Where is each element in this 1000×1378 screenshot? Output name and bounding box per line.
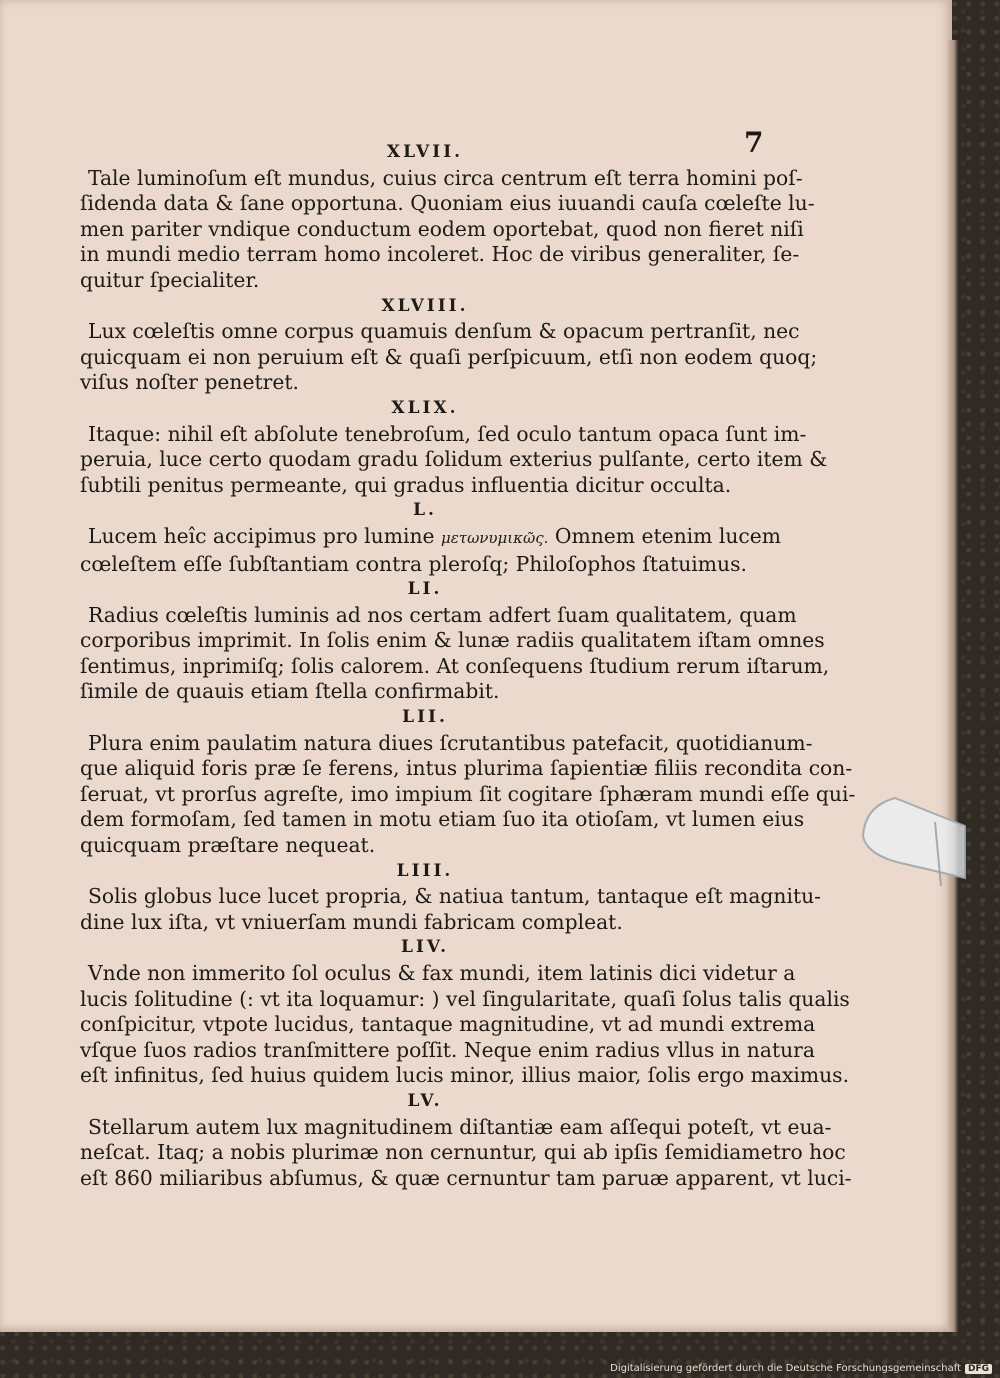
text-line: quitur ſpecialiter. — [80, 267, 260, 292]
text-line: Itaque: nihil eſt abſolute tenebroſum, ſed oculo tantum opaca ſunt im- — [88, 421, 807, 446]
page-edge — [948, 40, 958, 1332]
text-block — [80, 140, 856, 1191]
text-line: Vnde non immerito ſol oculus & fax mundi, item latinis dici videtur a — [88, 961, 796, 985]
text-line — [80, 523, 781, 552]
text-line: viſus noſter penetret. — [80, 370, 299, 395]
footer-text: Digitalisierung gefördert durch die Deutsche Forschungsgemeinschaft — [610, 1363, 961, 1374]
text-line: quicquam ei non peruium eſt & quaſi perſpicuum, etſi non eodem quoq; — [80, 344, 818, 369]
section-heading: LIV. — [400, 937, 450, 958]
digitization-footer — [610, 1363, 992, 1374]
text-run: Omnem etenim lucem — [548, 523, 781, 548]
text-line: Radius cœleſtis luminis ad nos certam adfert ſuam qualitatem, quam — [88, 602, 797, 627]
text-line: Solis globus luce lucet propria, & natiua tantum, tantaque eſt magnitu- — [88, 884, 822, 909]
text-line: conſpicitur, vtpote lucidus, tantaque magnitudine, vt ad mundi extrema — [80, 1012, 816, 1037]
text-line: ſidenda data & ſane opportuna. Quoniam eius iuuandi cauſa cœleſte lu- — [80, 191, 815, 216]
text-line: eſt infinitus, ſed huius quidem lucis minor, illius maior, ſolis ergo maximus. — [80, 1063, 850, 1088]
text-line: lucis ſolitudine (: vt ita loquamur: ) vel ſingularitate, quaſi ſolus talis qualis — [80, 986, 850, 1011]
section-paragraph — [80, 1114, 852, 1192]
text-line: in mundi medio terram homo incoleret. Hoc de viribus generaliter, ſe- — [80, 242, 800, 267]
text-line: ſeruat, vt prorſus agreſte, imo impium ſit cogitare ſphæram mundi eſſe qui- — [80, 781, 856, 806]
text-line: Tale luminoſum eſt mundus, cuius circa centrum eſt terra homini poſ- — [88, 165, 803, 190]
section-heading: LIII. — [396, 860, 454, 881]
text-line: que aliquid foris præ ſe ferens, intus plurima ſapientiæ filiis recondita con- — [80, 756, 853, 781]
dfg-logo: DFG — [965, 1364, 992, 1374]
text-line: corporibus imprimit. In ſolis enim & lunæ radiis qualitatem iſtam omnes — [80, 628, 825, 653]
text-line: quicquam præſtare nequeat. — [80, 833, 376, 858]
page-number: 7 — [744, 126, 764, 159]
text-line: dem formoſam, ſed tamen in motu etiam ſuo ita otioſam, vt lumen eius — [80, 807, 805, 832]
section-paragraph — [80, 523, 781, 577]
section-heading: L. — [413, 500, 437, 521]
text-line: vſque ſuos radios tranſmittere poſſit. Neque enim radius vllus in natura — [80, 1037, 815, 1062]
text-run: Lucem heîc accipimus pro lumine — [88, 523, 435, 548]
section-paragraph — [80, 165, 815, 294]
section-heading: LI. — [407, 579, 443, 600]
section-heading: LV. — [407, 1090, 443, 1111]
greek-word: μετωνυμικῶς. — [440, 528, 549, 547]
section-paragraph — [80, 884, 822, 935]
text-line: eſt 860 miliaribus abſumus, & quæ cernuntur tam paruæ apparent, vt luci- — [80, 1165, 852, 1190]
section-heading: LII. — [402, 707, 448, 728]
section-paragraph — [80, 421, 828, 499]
text-line: neſcat. Itaq; a nobis plurimæ non cernuntur, qui ab ipſis ſemidiametro hoc — [80, 1140, 846, 1165]
text-line: Lux cœleſtis omne corpus quamuis denſum & opacum pertranſit, nec — [88, 319, 800, 344]
section-heading: XLVIII. — [381, 295, 469, 316]
text-line: dine lux iſta, vt vniuerſam mundi fabricam compleat. — [80, 909, 623, 934]
text-line: Plura enim paulatim natura diues ſcrutantibus patefacit, quotidianum- — [88, 730, 813, 755]
text-line: ſimile de quauis etiam ſtella confirmabit. — [80, 679, 500, 704]
section-paragraph — [80, 319, 818, 396]
section-paragraph — [80, 730, 856, 859]
section-paragraph — [80, 961, 850, 1089]
section-heading: XLIX. — [391, 397, 459, 418]
text-line: cœleſtem eſſe ſubſtantiam contra pleroſq; Philoſophos ſtatuimus. — [80, 551, 747, 576]
transparent-ruler — [855, 786, 975, 906]
section-heading: XLVII. — [386, 142, 464, 162]
text-line: men pariter vndique conductum eodem oportebat, quod non fieret niſi — [80, 216, 804, 241]
text-line: Stellarum autem lux magnitudinem diſtantiæ eam aſſequi poteſt, vt eua- — [88, 1114, 832, 1139]
text-line: ſubtili penitus permeante, qui gradus influentia dicitur occulta. — [80, 472, 732, 497]
text-line: ſentimus, inprimiſq; ſolis calorem. At conſequens ſtudium rerum iſtarum, — [80, 653, 830, 678]
section-paragraph — [80, 602, 830, 705]
text-line: peruia, luce certo quodam gradu ſolidum exterius pulſante, certo item & — [80, 447, 828, 472]
